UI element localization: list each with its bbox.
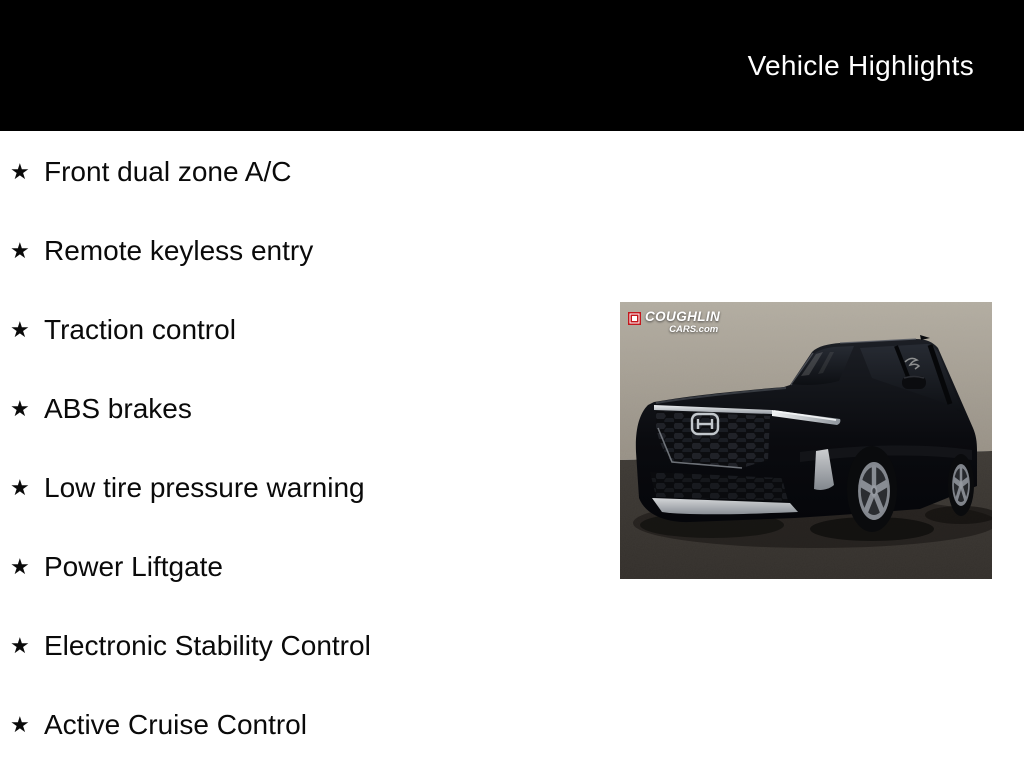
star-bullet-icon: ★ — [10, 238, 30, 263]
star-bullet-icon: ★ — [10, 475, 30, 500]
highlight-label: Power Liftgate — [44, 551, 223, 582]
star-bullet-icon: ★ — [10, 317, 30, 342]
list-item — [10, 626, 371, 666]
list-item — [10, 310, 371, 350]
watermark-domain: CARS.com — [669, 323, 719, 335]
highlight-label: Low tire pressure warning — [44, 472, 365, 503]
list-item — [10, 547, 371, 587]
star-bullet-icon: ★ — [10, 554, 30, 579]
vehicle-photo — [620, 302, 992, 579]
highlight-label: Remote keyless entry — [44, 235, 314, 266]
coughlin-logo-icon — [628, 312, 641, 325]
dealer-watermark — [628, 310, 720, 334]
highlight-label: Traction control — [44, 314, 236, 345]
list-item — [10, 152, 371, 192]
header-bar — [0, 0, 1024, 131]
vehicle-illustration — [620, 302, 992, 579]
list-item — [10, 231, 371, 271]
front-wheel — [847, 446, 897, 532]
page-title: Vehicle Highlights — [747, 49, 974, 81]
star-bullet-icon: ★ — [10, 712, 30, 737]
highlight-label: Electronic Stability Control — [44, 630, 371, 661]
list-item — [10, 705, 371, 745]
watermark-brand: COUGHLIN — [645, 309, 721, 324]
list-item — [10, 389, 371, 429]
star-bullet-icon: ★ — [10, 633, 30, 658]
rear-wheel — [948, 454, 974, 516]
star-bullet-icon: ★ — [10, 396, 30, 421]
highlight-label: ABS brakes — [44, 393, 192, 424]
star-bullet-icon: ★ — [10, 159, 30, 184]
list-item — [10, 468, 371, 508]
highlights-list — [10, 152, 371, 745]
highlight-label: Front dual zone A/C — [44, 156, 292, 187]
highlight-label: Active Cruise Control — [44, 709, 307, 740]
